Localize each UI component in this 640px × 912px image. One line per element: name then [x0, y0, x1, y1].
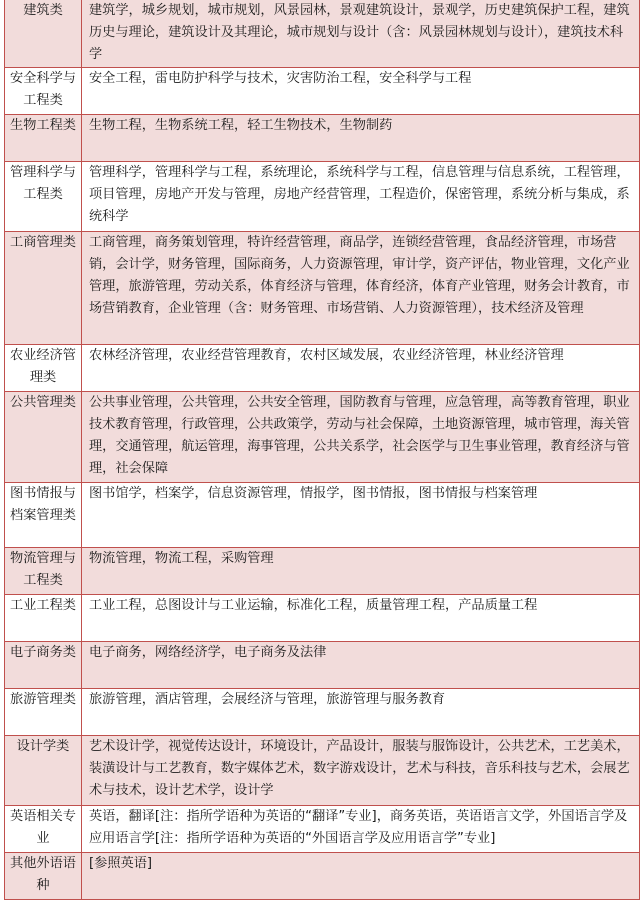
category-cell: 管理科学与工程类: [5, 161, 82, 231]
table-row: [5, 114, 640, 161]
table-row: [5, 688, 640, 735]
table-row: [5, 344, 640, 391]
category-cell: 工业工程类: [5, 594, 82, 641]
category-cell: 旅游管理类: [5, 688, 82, 735]
table-row: [5, 67, 640, 114]
majors-cell: 工业工程，总图设计与工业运输，标准化工程，质量管理工程，产品质量工程: [82, 594, 640, 641]
table-row: [5, 482, 640, 547]
table-row: [5, 735, 640, 805]
majors-cell: 电子商务，网络经济学，电子商务及法律: [82, 641, 640, 688]
category-cell: 农业经济管理类: [5, 344, 82, 391]
majors-cell: 农林经济管理，农业经营管理教育，农村区域发展，农业经济管理，林业经济管理: [82, 344, 640, 391]
category-cell: 英语相关专业: [5, 805, 82, 852]
table-row: [5, 547, 640, 594]
category-cell: 建筑类: [5, 0, 82, 67]
table-row: [5, 805, 640, 852]
category-cell: 设计学类: [5, 735, 82, 805]
category-cell: 其他外语语种: [5, 852, 82, 899]
table-row: [5, 391, 640, 482]
category-cell: 生物工程类: [5, 114, 82, 161]
majors-cell: 旅游管理，酒店管理，会展经济与管理，旅游管理与服务教育: [82, 688, 640, 735]
majors-cell: 物流管理，物流工程，采购管理: [82, 547, 640, 594]
majors-cell: 工商管理，商务策划管理，特许经营管理，商品学，连锁经营管理，食品经济管理，市场营销，会计学，财务管理，国际商务，人力资源管理，审计学，资产评估，物业管理，文化产业管理，旅游管理，劳动关系，体育经济与管理，体育经济，体育产业管理，财务会计教育，市场营销教育，企业管理（含：财务管理、市场营销、人力资源管理），技术经济及管理: [82, 231, 640, 344]
table-row: [5, 0, 640, 67]
majors-cell: 管理科学，管理科学与工程，系统理论，系统科学与工程，信息管理与信息系统，工程管理，项目管理，房地产开发与管理，房地产经营管理，工程造价，保密管理，系统分析与集成，系统科学: [82, 161, 640, 231]
majors-cell: 艺术设计学，视觉传达设计，环境设计，产品设计，服装与服饰设计，公共艺术，工艺美术，装潢设计与工艺教育，数字媒体艺术，数字游戏设计，艺术与科技，音乐科技与艺术，会展艺术与技术，设计艺术学，设计学: [82, 735, 640, 805]
majors-table: [4, 0, 640, 900]
majors-cell: 公共事业管理，公共管理，公共安全管理，国防教育与管理，应急管理，高等教育管理，职业技术教育管理，行政管理，公共政策学，劳动与社会保障，土地资源管理，城市管理，海关管理，交通管理，航运管理，海事管理，公共关系学，社会医学与卫生事业管理，教育经济与管理，社会保障: [82, 391, 640, 482]
category-cell: 公共管理类: [5, 391, 82, 482]
table-row: [5, 641, 640, 688]
table-row: [5, 594, 640, 641]
majors-cell: [参照英语]: [82, 852, 640, 899]
majors-table-body: [5, 0, 640, 899]
category-cell: 安全科学与工程类: [5, 67, 82, 114]
majors-cell: 生物工程，生物系统工程，轻工生物技术，生物制药: [82, 114, 640, 161]
table-row: [5, 161, 640, 231]
category-cell: 电子商务类: [5, 641, 82, 688]
table-row: [5, 231, 640, 344]
majors-cell: 图书馆学，档案学，信息资源管理，情报学，图书情报，图书情报与档案管理: [82, 482, 640, 547]
table-row: [5, 852, 640, 899]
majors-cell: 安全工程，雷电防护科学与技术，灾害防治工程，安全科学与工程: [82, 67, 640, 114]
category-cell: 工商管理类: [5, 231, 82, 344]
category-cell: 物流管理与工程类: [5, 547, 82, 594]
category-cell: 图书情报与档案管理类: [5, 482, 82, 547]
majors-cell: 建筑学，城乡规划，城市规划，风景园林，景观建筑设计，景观学，历史建筑保护工程，建筑历史与理论，建筑设计及其理论，城市规划与设计（含：风景园林规划与设计），建筑技术科学: [82, 0, 640, 67]
majors-cell: 英语，翻译[注：指所学语种为英语的“翻译”专业]，商务英语，英语语言文学，外国语言学及应用语言学[注：指所学语种为英语的“外国语言学及应用语言学”专业]: [82, 805, 640, 852]
